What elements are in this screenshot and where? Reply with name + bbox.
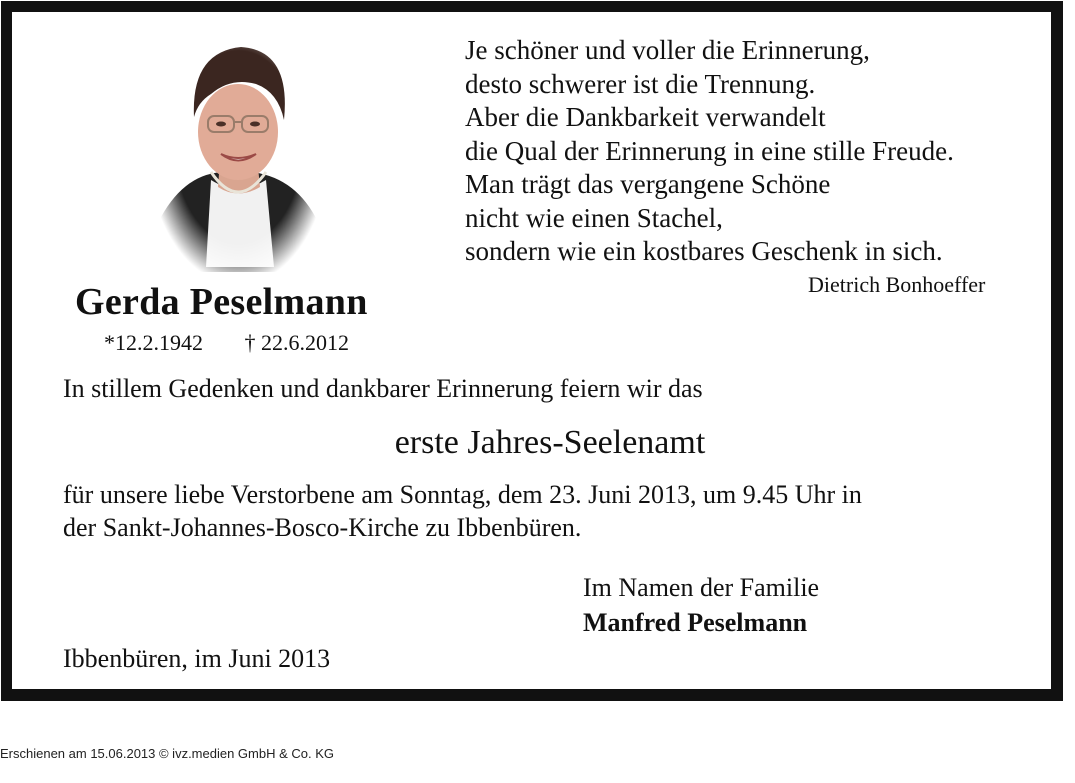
poem-line: desto schwerer ist die Trennung. bbox=[465, 68, 816, 99]
poem-line: nicht wie einen Stachel, bbox=[465, 202, 723, 233]
poem-line: Je schöner und voller die Erinnerung, bbox=[465, 35, 870, 65]
poem-line: die Qual der Erinnerung in eine stille Freude. bbox=[465, 135, 954, 166]
details-line: der Sankt-Johannes-Bosco-Kirche zu Ibbenbüren. bbox=[63, 513, 582, 542]
details-line: für unsere liebe Verstorbene am Sonntag, dem 23. Juni 2013, um 9.45 Uhr in bbox=[63, 480, 862, 509]
signature-name: Manfred Peselmann bbox=[583, 608, 808, 637]
announcement-details bbox=[63, 478, 862, 544]
place-date: Ibbenbüren, im Juni 2013 bbox=[63, 644, 331, 673]
poem-line: Aber die Dankbarkeit verwandelt bbox=[465, 102, 826, 132]
announcement-intro: In stillem Gedenken und dankbarer Erinnerung feiern wir das bbox=[63, 374, 703, 403]
deceased-name: Gerda Peselmann bbox=[75, 281, 368, 323]
poem bbox=[465, 34, 954, 269]
announcement-headline: erste Jahres-Seelenamt bbox=[394, 424, 706, 461]
death-date: † 22.6.2012 bbox=[244, 330, 349, 355]
signature-label: Im Namen der Familie bbox=[583, 573, 820, 602]
birth-date: *12.2.1942 bbox=[104, 330, 203, 355]
poem-author: Dietrich Bonhoeffer bbox=[808, 272, 986, 297]
life-dates bbox=[104, 330, 349, 356]
poem-line: sondern wie ein kostbares Geschenk in sich. bbox=[465, 236, 943, 266]
portrait-photo bbox=[156, 22, 321, 272]
publication-footer: Erschienen am 15.06.2013 © ivz.medien GmbH & Co. KG bbox=[0, 746, 335, 761]
poem-line: Man trägt das vergangene Schöne bbox=[465, 169, 831, 199]
